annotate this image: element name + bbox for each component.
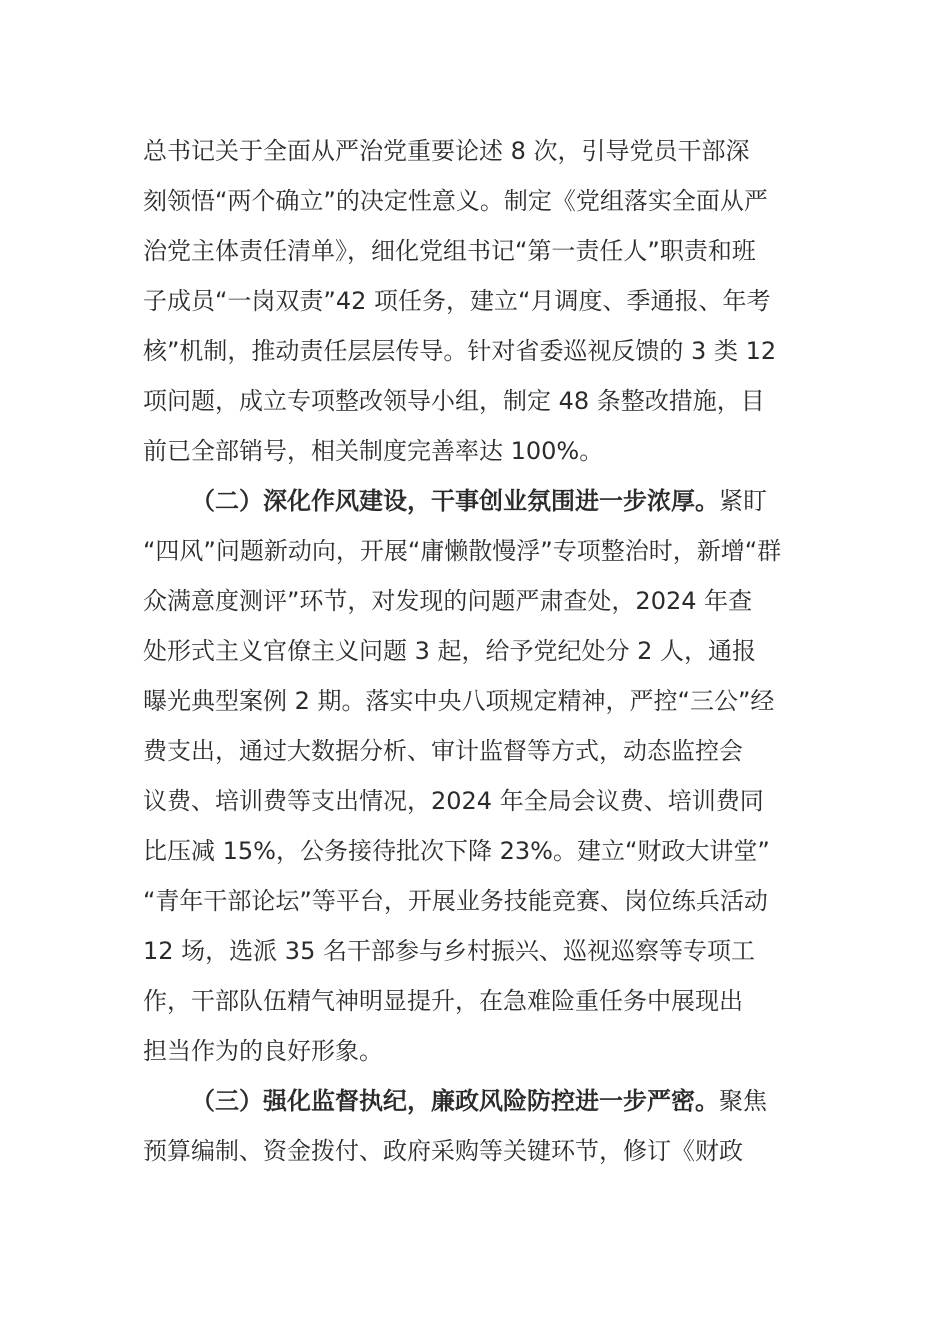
paragraph-line: “四风”问题新动向，开展“庸懒散慢浮”专项整治时，新增“群 [143,537,782,565]
paragraph-line: 12 场，选派 35 名干部参与乡村振兴、巡视巡察等专项工 [143,937,755,965]
paragraph-line: 处形式主义官僚主义问题 3 起，给予党纪处分 2 人，通报 [143,637,757,665]
paragraph-line: “青年干部论坛”等平台，开展业务技能竞赛、岗位练兵活动 [143,887,768,915]
paragraph-line: 众满意度测评”环节，对发现的问题严肃查处，2024 年查 [143,587,753,615]
section-heading-3: （三）强化监督执纪，廉政风险防控进一步严密。 [191,1087,719,1115]
heading-continuation: 紧盯 [719,487,767,515]
section-heading-2: （二）深化作风建设，干事创业氛围进一步浓厚。 [191,487,719,515]
paragraph-1 [143,126,807,476]
document-body [143,126,807,1176]
paragraph-line: 费支出，通过大数据分析、审计监督等方式，动态监控会 [143,737,743,765]
paragraph-line: 总书记关于全面从严治党重要论述 8 次，引导党员干部深 [143,137,750,165]
paragraph-line: 前已全部销号，相关制度完善率达 100%。 [143,437,604,465]
paragraph-line: 子成员“一岗双责”42 项任务，建立“月调度、季通报、年考 [143,287,771,315]
paragraph-line: 项问题，成立专项整改领导小组，制定 48 条整改措施，目 [143,387,765,415]
paragraph-first-line [143,1076,807,1126]
paragraph-line: 预算编制、资金拨付、政府采购等关键环节，修订《财政 [143,1137,743,1165]
paragraph-line: 议费、培训费等支出情况，2024 年全局会议费、培训费同 [143,787,764,815]
paragraph-line: 比压减 15%，公务接待批次下降 23%。建立“财政大讲堂” [143,837,770,865]
paragraph-line: 治党主体责任清单》，细化党组书记“第一责任人”职责和班 [143,237,756,265]
heading-continuation: 聚焦 [719,1087,767,1115]
paragraph-2 [143,476,807,1076]
paragraph-3 [143,1076,807,1176]
paragraph-line: 曝光典型案例 2 期。落实中央八项规定精神，严控“三公”经 [143,687,775,715]
paragraph-line: 刻领悟“两个确立”的决定性意义。制定《党组落实全面从严 [143,187,768,215]
paragraph-first-line [143,476,807,526]
paragraph-line: 担当作为的良好形象。 [143,1037,383,1065]
paragraph-line: 核”机制，推动责任层层传导。针对省委巡视反馈的 3 类 12 [143,337,777,365]
paragraph-line: 作，干部队伍精气神明显提升，在急难险重任务中展现出 [143,987,743,1015]
